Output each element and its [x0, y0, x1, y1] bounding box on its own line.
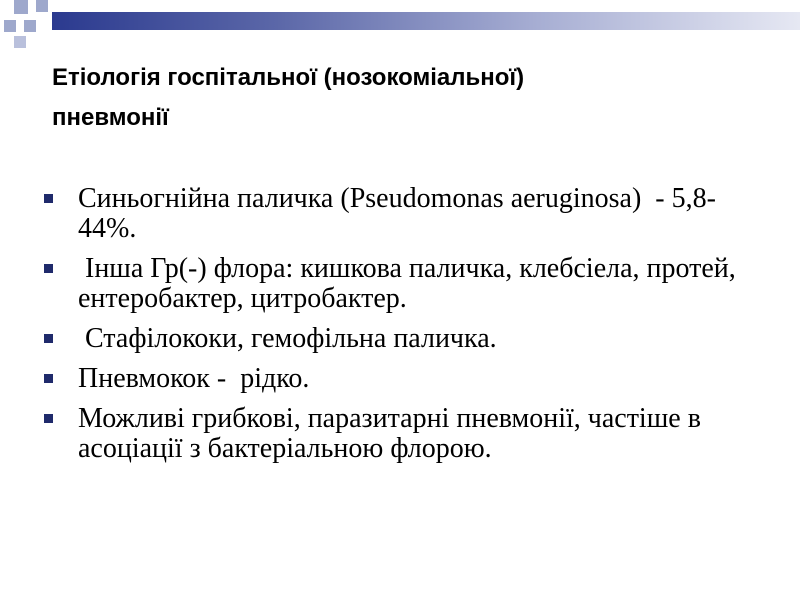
bullet-item [40, 254, 760, 314]
square-bullet-icon [44, 264, 53, 273]
bullet-item [40, 324, 760, 354]
decor-square [24, 20, 36, 32]
bullet-item [40, 404, 760, 464]
bullet-item [40, 364, 760, 394]
bullet-item [40, 184, 760, 244]
header-gradient-bar [52, 12, 800, 30]
bullet-list [40, 184, 760, 474]
bullet-text: Інша Гр(-) флора: кишкова паличка, клебсіела, протей, ентеробактер, цитробактер. [78, 253, 743, 314]
decor-square [14, 0, 28, 14]
decor-square [36, 0, 48, 12]
square-bullet-icon [44, 334, 53, 343]
slide-title-line-2: пневмонії [52, 104, 169, 131]
bullet-text: Пневмокок - рідко. [78, 363, 310, 394]
decor-square [14, 36, 26, 48]
bullet-text: Можливі грибкові, паразитарні пневмонії, частіше в асоціації з бактеріальною флорою. [78, 403, 708, 464]
square-bullet-icon [44, 194, 53, 203]
square-bullet-icon [44, 414, 53, 423]
decor-square [4, 20, 16, 32]
bullet-text: Синьогнійна паличка (Pseudomonas aeruginosa) - 5,8-44%. [78, 183, 716, 244]
square-bullet-icon [44, 374, 53, 383]
slide-title-line-1: Етіологія госпітальної (нозокоміальної) [52, 64, 525, 91]
bullet-text: Стафілококи, гемофільна паличка. [78, 323, 497, 354]
slide-title [52, 58, 772, 138]
